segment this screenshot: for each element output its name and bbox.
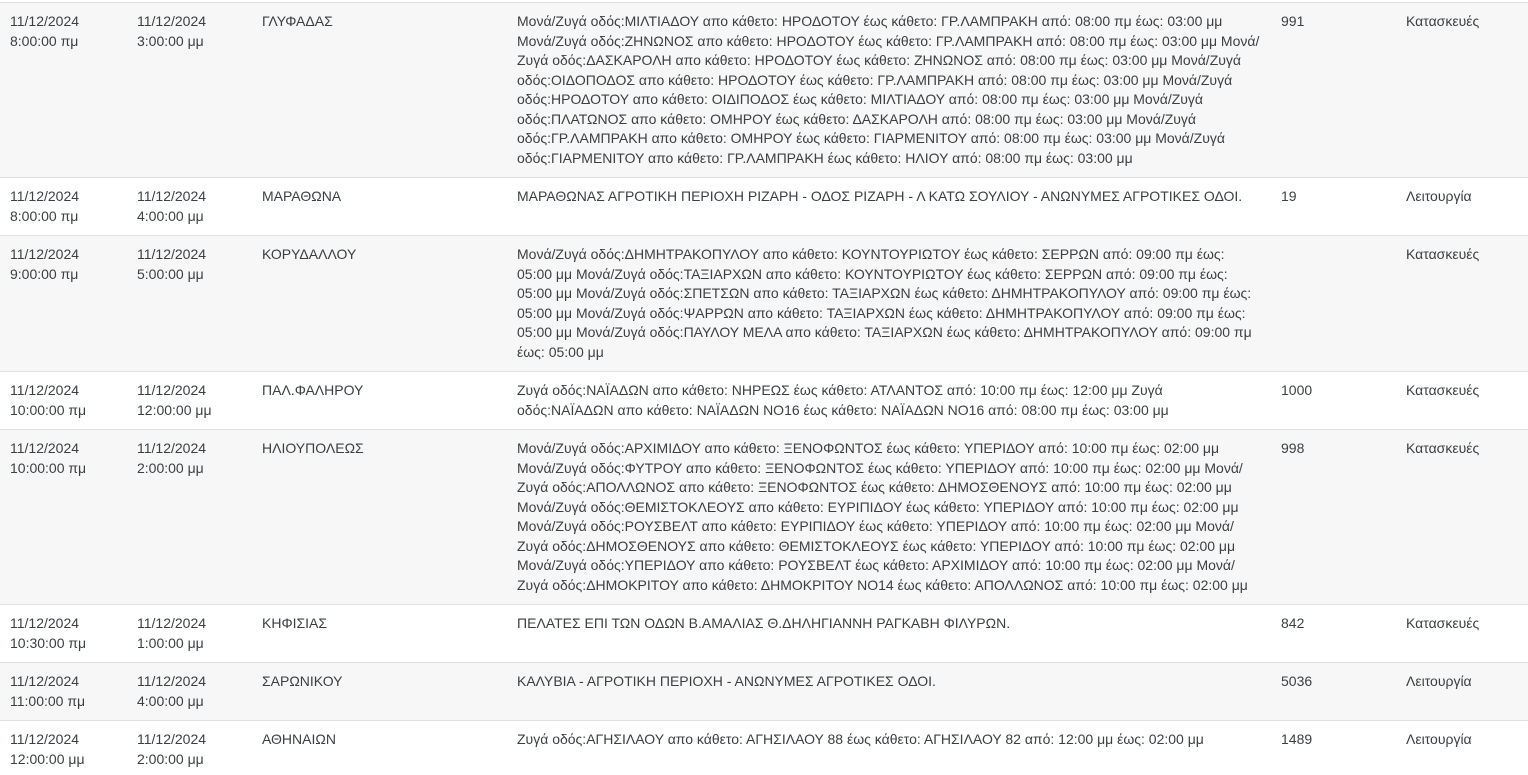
category-label: Κατασκευές [1406,440,1480,456]
outage-description: Μονά/Ζυγά οδός:ΜΙΛΤΙΑΔΟΥ απο κάθετο: ΗΡΟΔΟΤΟΥ έως κάθετο: ΓΡ.ΛΑΜΠΡΑΚΗ από: 08:00 πμ έως: 03:00 μμ Μονά/Ζυγά οδός:ΖΗΝΩΝΟΣ απο κάθετο: ΗΡΟΔΟΤΟΥ έως κάθετο: ΓΡ.ΛΑΜΠΡΑΚΗ από: 08:00 πμ έως: 03:00 μμ Μονά/Ζυγά οδός:ΔΑΣΚΑΡΟΛΗ απο κάθετο: ΗΡΟΔΟΤΟΥ έως κάθετο: ΖΗΝΩΝΟΣ από: 08:00 πμ έως: 03:00 μμ Μονά/Ζυγά οδός:ΟΙΔΟΠΟΔΟΣ απο κάθετο: ΗΡΟΔΟΤΟΥ έως κάθετο: ΓΡ.ΛΑΜΠΡΑΚΗ από: 08:00 πμ έως: 03:00 μμ Μονά/Ζυγά οδός:ΗΡΟΔΟΤΟΥ απο κάθετο: ΟΙΔΙΠΟΔΟΣ έως κάθετο: ΜΙΛΤΙΑΔΟΥ από: 08:00 πμ έως: 03:00 μμ Μονά/Ζυγά οδός:ΠΛΑΤΩΝΟΣ απο κάθετο: ΟΜΗΡΟΥ έως κάθετο: ΔΑΣΚΑΡΟΛΗ από: 08:00 πμ έως: 03:00 μμ Μονά/Ζυγά οδός:ΓΡ.ΛΑΜΠΡΑΚΗ απο κάθετο: ΟΜΗΡΟΥ έως κάθετο: ΓΙΑΡΜΕΝΙΤΟΥ από: 08:00 πμ έως: 03:00 μμ Μονά/Ζυγά οδός:ΓΙΑΡΜΕΝΙΤΟΥ απο κάθετο: ΓΡ.ΛΑΜΠΡΑΚΗ έως κάθετο: ΗΛΙΟΥ από: 08:00 πμ έως: 03:00 μμ [517,13,1260,166]
table-row [0,663,1528,721]
municipality-cell [252,663,507,720]
outage-description: Ζυγά οδός:ΑΓΗΣΙΛΑΟΥ απο κάθετο: ΑΓΗΣΙΛΑΟΥ 88 έως κάθετο: ΑΓΗΣΙΛΑΟΥ 82 από: 12:00 μμ έως: 02:00 μμ [517,731,1204,747]
outage-description: ΜΑΡΑΘΩΝΑΣ ΑΓΡΟΤΙΚΗ ΠΕΡΙΟΧΗ ΡΙΖΑΡΗ - ΟΔΟΣ ΡΙΖΑΡΗ - Λ ΚΑΤΩ ΣΟΥΛΙΟΥ - ΑΝΩΝΥΜΕΣ ΑΓΡΟΤΙΚΕΣ ΟΔΟΙ. [517,188,1243,204]
start-time: 8:00:00 πμ [10,207,79,224]
category-label: Λειτουργία [1406,673,1472,689]
reference-number-cell [1271,663,1396,720]
municipality-label: ΓΛΥΦΑΔΑΣ [262,13,333,29]
start-datetime-cell [0,721,127,775]
category-cell [1396,372,1528,429]
reference-number: 1000 [1281,382,1313,398]
reference-number-cell [1271,372,1396,429]
end-datetime-cell [127,430,252,604]
start-date: 11/12/2024 [10,13,80,29]
start-datetime-cell [0,3,127,177]
end-time: 1:00:00 μμ [137,634,204,651]
end-date: 11/12/2024 [137,731,207,747]
end-time: 2:00:00 μμ [137,459,204,476]
municipality-cell [252,605,507,662]
start-datetime-cell [0,236,127,371]
municipality-label: ΚΗΦΙΣΙΑΣ [262,615,328,631]
start-time: 10:00:00 πμ [10,401,87,418]
end-datetime-cell [127,372,252,429]
outage-description: Μονά/Ζυγά οδός:ΑΡΧΙΜΙΔΟΥ απο κάθετο: ΞΕΝΟΦΩΝΤΟΣ έως κάθετο: ΥΠΕΡΙΔΟΥ από: 10:00 πμ έως: 02:00 μμ Μονά/Ζυγά οδός:ΦΥΤΡΟΥ απο κάθετο: ΞΕΝΟΦΩΝΤΟΣ έως κάθετο: ΥΠΕΡΙΔΟΥ από: 10:00 πμ έως: 02:00 μμ Μονά/Ζυγά οδός:ΑΠΟΛΛΩΝΟΣ απο κάθετο: ΞΕΝΟΦΩΝΤΟΣ έως κάθετο: ΔΗΜΟΣΘΕΝΟΥΣ από: 10:00 πμ έως: 02:00 μμ Μονά/Ζυγά οδός:ΘΕΜΙΣΤΟΚΛΕΟΥΣ απο κάθετο: ΕΥΡΙΠΙΔΟΥ έως κάθετο: ΥΠΕΡΙΔΟΥ από: 10:00 πμ έως: 02:00 μμ Μονά/Ζυγά οδός:ΡΟΥΣΒΕΛΤ απο κάθετο: ΕΥΡΙΠΙΔΟΥ έως κάθετο: ΥΠΕΡΙΔΟΥ από: 10:00 πμ έως: 02:00 μμ Μονά/Ζυγά οδός:ΔΗΜΟΣΘΕΝΟΥΣ απο κάθετο: ΘΕΜΙΣΤΟΚΛΕΟΥΣ έως κάθετο: ΥΠΕΡΙΔΟΥ από: 10:00 πμ έως: 02:00 μμ Μονά/Ζυγά οδός:ΥΠΕΡΙΔΟΥ απο κάθετο: ΡΟΥΣΒΕΛΤ έως κάθετο: ΑΡΧΙΜΙΔΟΥ από: 10:00 πμ έως: 02:00 μμ Μονά/Ζυγά οδός:ΔΗΜΟΚΡΙΤΟΥ απο κάθετο: ΔΗΜΟΚΡΙΤΟΥ ΝΟ14 έως κάθετο: ΑΠΟΛΛΩΝΟΣ από: 10:00 πμ έως: 02:00 μμ [517,440,1248,593]
description-cell [507,605,1271,662]
description-cell [507,236,1271,371]
table-row [0,721,1528,775]
outage-description: ΚΑΛΥΒΙΑ - ΑΓΡΟΤΙΚΗ ΠΕΡΙΟΧΗ - ΑΝΩΝΥΜΕΣ ΑΓΡΟΤΙΚΕΣ ΟΔΟΙ. [517,673,936,689]
category-cell [1396,236,1528,371]
category-cell [1396,178,1528,235]
end-datetime-cell [127,236,252,371]
start-time: 12:00:00 μμ [10,750,85,767]
category-label: Κατασκευές [1406,13,1480,29]
description-cell [507,663,1271,720]
reference-number-cell [1271,605,1396,662]
table-row [0,178,1528,236]
reference-number: 1489 [1281,731,1313,747]
end-datetime-cell [127,3,252,177]
category-label: Κατασκευές [1406,615,1480,631]
table-row [0,605,1528,663]
end-date: 11/12/2024 [137,13,207,29]
start-datetime-cell [0,663,127,720]
municipality-label: ΚΟΡΥΔΑΛΛΟΥ [262,246,357,262]
start-time: 8:00:00 πμ [10,32,79,49]
reference-number: 991 [1281,13,1305,29]
category-cell [1396,3,1528,177]
start-datetime-cell [0,372,127,429]
reference-number-cell [1271,178,1396,235]
reference-number: 998 [1281,440,1305,456]
municipality-label: ΗΛΙΟΥΠΟΛΕΩΣ [262,440,364,456]
outage-description: Μονά/Ζυγά οδός:ΔΗΜΗΤΡΑΚΟΠΥΛΟΥ απο κάθετο: ΚΟΥΝΤΟΥΡΙΩΤΟΥ έως κάθετο: ΣΕΡΡΩΝ από: 09:00 πμ έως: 05:00 μμ Μονά/Ζυγά οδός:ΤΑΞΙΑΡΧΩΝ απο κάθετο: ΚΟΥΝΤΟΥΡΙΩΤΟΥ έως κάθετο: ΣΕΡΡΩΝ από: 09:00 πμ έως: 05:00 μμ Μονά/Ζυγά οδός:ΣΠΕΤΣΩΝ απο κάθετο: ΤΑΞΙΑΡΧΩΝ έως κάθετο: ΔΗΜΗΤΡΑΚΟΠΥΛΟΥ από: 09:00 πμ έως: 05:00 μμ Μονά/Ζυγά οδός:ΨΑΡΡΩΝ απο κάθετο: ΤΑΞΙΑΡΧΩΝ έως κάθετο: ΔΗΜΗΤΡΑΚΟΠΥΛΟΥ από: 09:00 πμ έως: 05:00 μμ Μονά/Ζυγά οδός:ΠΑΥΛΟΥ ΜΕΛΑ απο κάθετο: ΤΑΞΙΑΡΧΩΝ έως κάθετο: ΔΗΜΗΤΡΑΚΟΠΥΛΟΥ από: 09:00 πμ έως: 05:00 μμ [517,246,1252,360]
municipality-cell [252,178,507,235]
start-date: 11/12/2024 [10,188,80,204]
end-date: 11/12/2024 [137,440,207,456]
start-date: 11/12/2024 [10,246,80,262]
outage-description: ΠΕΛΑΤΕΣ ΕΠΙ ΤΩΝ ΟΔΩΝ Β.ΑΜΑΛΙΑΣ Θ.ΔΗΛΗΓΙΑΝΝΗ ΡΑΓΚΑΒΗ ΦΙΛΥΡΩΝ. [517,615,1011,631]
description-cell [507,3,1271,177]
municipality-cell [252,236,507,371]
category-label: Λειτουργία [1406,731,1472,747]
end-time: 3:00:00 μμ [137,32,204,49]
reference-number: 842 [1281,615,1305,631]
outage-description: Ζυγά οδός:ΝΑΪΑΔΩΝ απο κάθετο: ΝΗΡΕΩΣ έως κάθετο: ΑΤΛΑΝΤΟΣ από: 10:00 πμ έως: 12:00 μμ Ζυγά οδός:ΝΑΪΑΔΩΝ απο κάθετο: ΝΑΪΑΔΩΝ ΝΟ16 έως κάθετο: ΝΑΪΑΔΩΝ ΝΟ16 από: 08:00 πμ έως: 03:00 μμ [517,382,1169,418]
description-cell [507,721,1271,775]
start-date: 11/12/2024 [10,382,80,398]
municipality-cell [252,372,507,429]
end-time: 5:00:00 μμ [137,265,204,282]
municipality-cell [252,721,507,775]
reference-number-cell [1271,3,1396,177]
table-row [0,236,1528,372]
table-row [0,430,1528,605]
category-label: Κατασκευές [1406,246,1480,262]
category-label: Λειτουργία [1406,188,1472,204]
category-cell [1396,663,1528,720]
municipality-cell [252,3,507,177]
start-date: 11/12/2024 [10,673,80,689]
end-date: 11/12/2024 [137,615,207,631]
end-time: 4:00:00 μμ [137,207,204,224]
municipality-cell [252,430,507,604]
start-time: 11:00:00 πμ [10,692,86,709]
description-cell [507,372,1271,429]
start-date: 11/12/2024 [10,615,80,631]
table-row [0,3,1528,178]
start-datetime-cell [0,178,127,235]
start-date: 11/12/2024 [10,731,80,747]
table-row [0,372,1528,430]
category-cell [1396,721,1528,775]
end-date: 11/12/2024 [137,673,207,689]
description-cell [507,178,1271,235]
category-cell [1396,605,1528,662]
start-datetime-cell [0,605,127,662]
outage-table [0,2,1528,775]
municipality-label: ΜΑΡΑΘΩΝΑ [262,188,342,204]
reference-number-cell [1271,721,1396,775]
start-date: 11/12/2024 [10,440,80,456]
reference-number-cell [1271,430,1396,604]
end-datetime-cell [127,605,252,662]
end-datetime-cell [127,663,252,720]
reference-number: 19 [1281,188,1297,204]
reference-number-cell [1271,236,1396,371]
category-label: Κατασκευές [1406,382,1480,398]
start-time: 9:00:00 πμ [10,265,79,282]
end-date: 11/12/2024 [137,246,207,262]
municipality-label: ΑΘΗΝΑΙΩΝ [262,731,336,747]
end-time: 12:00:00 μμ [137,401,212,418]
end-datetime-cell [127,721,252,775]
end-time: 2:00:00 μμ [137,750,204,767]
start-time: 10:00:00 πμ [10,459,87,476]
municipality-label: ΠΑΛ.ΦΑΛΗΡΟΥ [262,382,364,398]
category-cell [1396,430,1528,604]
start-datetime-cell [0,430,127,604]
end-time: 4:00:00 μμ [137,692,204,709]
start-time: 10:30:00 πμ [10,634,87,651]
end-datetime-cell [127,178,252,235]
end-date: 11/12/2024 [137,382,207,398]
municipality-label: ΣΑΡΩΝΙΚΟΥ [262,673,343,689]
end-date: 11/12/2024 [137,188,207,204]
description-cell [507,430,1271,604]
reference-number: 5036 [1281,673,1313,689]
